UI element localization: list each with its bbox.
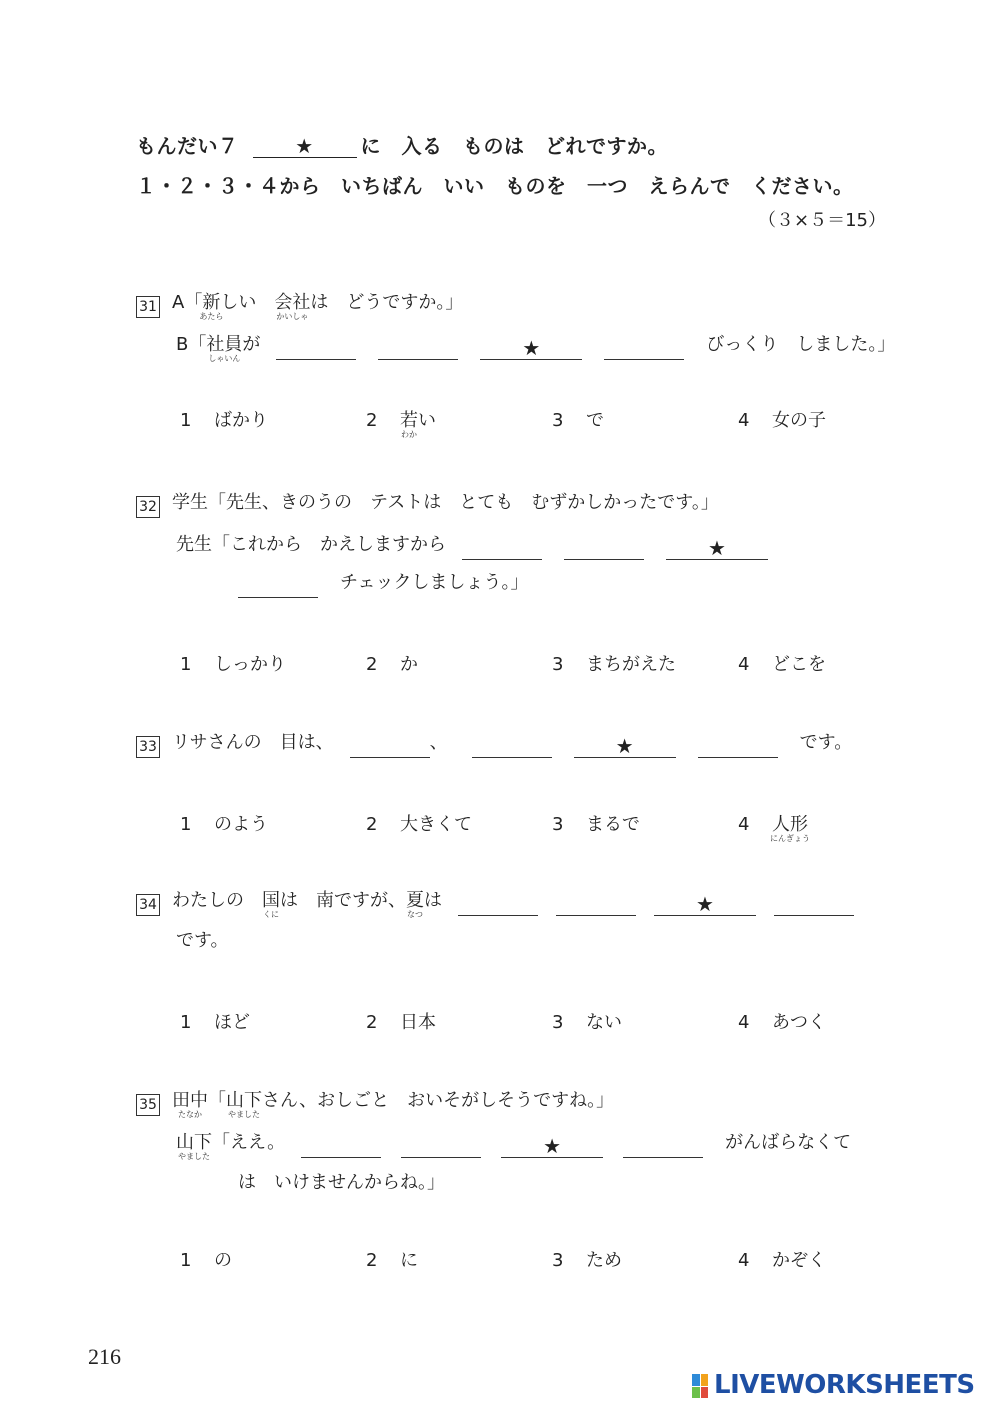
star-icon: ★ [295,134,314,158]
instructions-line-2: １・２・３・４から いちばん いい ものを 一つ えらんで ください。 [136,174,854,198]
option-1[interactable]: 1 ばかり [180,410,268,431]
answer-blank[interactable] [350,735,430,758]
option-3[interactable]: 3 で [552,410,604,431]
option-4[interactable]: 4 かぞく [738,1250,826,1271]
option-2[interactable]: 2 大きくて [366,814,472,835]
ruby-word: 山下 やました [226,1090,262,1119]
answer-blank[interactable] [238,575,318,598]
option-1[interactable]: 1 ほど [180,1012,250,1033]
ruby-word: 新 あたら [199,292,224,321]
ruby-word: 社員 しゃいん [206,334,243,363]
answer-blank[interactable] [564,537,644,560]
question-31-line-1: 31 A「新 あたら しい 会社 かいしゃ は どうですか。」 [136,288,463,318]
question-32-line-2: 先生「これから かえしますから ★ [176,530,790,560]
answer-blank[interactable] [462,537,542,560]
option-1[interactable]: 1 の [180,1250,232,1271]
answer-blank[interactable] [623,1135,703,1158]
question-32-line-1: 32 学生「先生、きのうの テストは とても むずかしかったです。」 [136,488,719,518]
question-number: 34 [136,894,160,916]
answer-blank[interactable] [458,893,538,916]
answer-blank-star[interactable] [654,893,756,916]
problem-label: もんだい７ [136,134,239,158]
option-3[interactable]: 3 まちがえた [552,654,676,675]
option-4[interactable]: 4 あつく [738,1012,826,1033]
option-2[interactable]: 2 若 わか い [366,406,436,436]
answer-blank[interactable] [401,1135,481,1158]
star-icon: ★ [615,734,634,758]
answer-blank-star[interactable] [480,337,582,360]
answer-blank-star[interactable] [666,537,768,560]
option-1[interactable]: 1 しっかり [180,654,286,675]
ruby-word: 国 くに [262,890,280,919]
option-4[interactable]: 4 人形 にんぎょう [738,810,808,840]
question-number: 33 [136,736,160,758]
question-35-line-1: 35 田中 たなか 「山下 やました さん、おしごと おいそがしそうですね。」 [136,1086,614,1116]
option-4[interactable]: 4 女の子 [738,410,826,431]
option-3[interactable]: 3 ない [552,1012,622,1033]
ruby-word: 山下 やました [176,1132,212,1161]
option-4[interactable]: 4 どこを [738,654,826,675]
answer-blank[interactable] [556,893,636,916]
ruby-word: 会社 かいしゃ [274,292,311,321]
question-33-line-1: 33 リサさんの 目は、 、 ★ です。 [136,728,852,758]
star-icon: ★ [543,1134,562,1158]
ruby-word: 若 わか [400,410,418,439]
answer-blank-star[interactable] [574,735,676,758]
option-2[interactable]: 2 か [366,654,418,675]
star-icon: ★ [708,536,726,560]
ruby-word: 田中 たなか [172,1090,208,1119]
answer-blank[interactable] [774,893,854,916]
page-number: 216 [88,1344,121,1369]
question-number: 35 [136,1094,160,1116]
question-34-line-2: です。 [176,930,229,951]
option-3[interactable]: 3 まるで [552,814,640,835]
option-2[interactable]: 2 に [366,1250,418,1271]
liveworksheets-logo[interactable] [714,1370,975,1400]
ruby-word: 人形 にんぎょう [770,814,810,843]
answer-blank-star[interactable] [501,1135,603,1158]
question-35-line-2: 山下 やました 「ええ。 ★ がんばらなくて [176,1128,851,1158]
option-3[interactable]: 3 ため [552,1250,622,1271]
star-icon: ★ [522,336,541,360]
question-number: 32 [136,496,160,518]
instructions-question: に 入る ものは どれですか。 [360,134,668,158]
answer-blank[interactable] [276,337,356,360]
answer-blank[interactable] [604,337,684,360]
score-note: （３×５＝15） [758,210,886,231]
logo-mark-icon [692,1374,708,1398]
option-2[interactable]: 2 日本 [366,1012,436,1033]
instructions-line-1 [136,130,668,159]
answer-blank[interactable] [472,735,552,758]
ruby-word: 夏 なつ [406,890,424,919]
question-32-line-3: チェックしましょう。」 [238,568,528,598]
option-1[interactable]: 1 のよう [180,814,268,835]
star-blank-example [253,135,357,158]
logo-text: LIVEWORKSHEETS [714,1370,975,1400]
answer-blank[interactable] [378,337,458,360]
question-34-line-1: 34 わたしの 国 くに は 南ですが、夏 なつ は ★ [136,886,854,916]
star-icon: ★ [696,892,714,916]
question-31-line-2: B「社員 しゃいん が ★ びっくり しました。」 [176,330,895,360]
answer-blank[interactable] [698,735,778,758]
question-35-line-3: は いけませんからね。」 [238,1172,445,1193]
answer-blank[interactable] [301,1135,381,1158]
question-number: 31 [136,296,160,318]
